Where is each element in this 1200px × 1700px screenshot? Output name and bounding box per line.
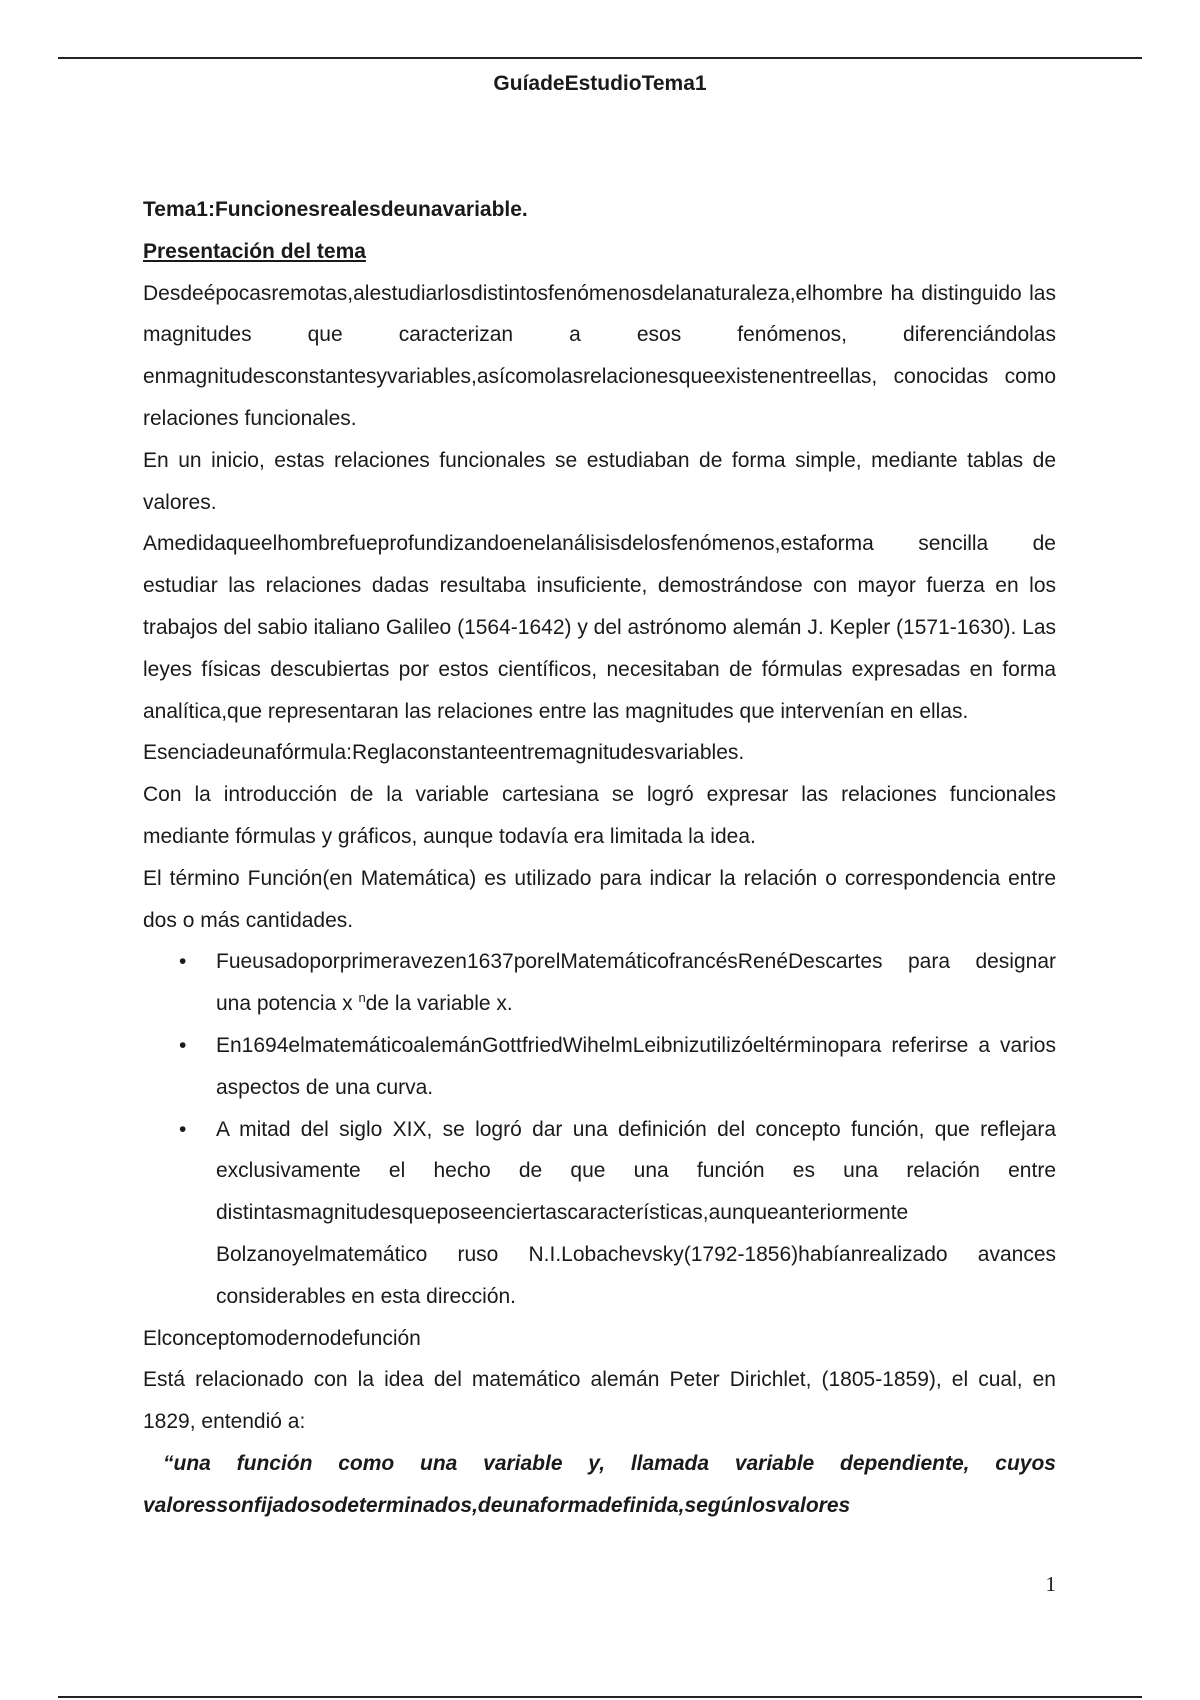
bullet-icon: • — [179, 950, 187, 974]
section-title: Presentación del tema — [143, 239, 366, 263]
paragraph: Con la introducción de la variable cartesiana se logró expresar las relaciones funcionales mediante fórmulas y gráficos, aunque todavía era limitada la idea. — [143, 783, 1056, 848]
document-body — [143, 189, 1056, 1527]
page-number: 1 — [1045, 1572, 1056, 1596]
subheading: Elconceptomodernodefunción — [143, 1326, 421, 1350]
bullet-item — [143, 1025, 1056, 1109]
paragraph: Amedidaqueelhombrefueprofundizandoenelanálisisdelosfenómenos,estaforma sencilla de estudiar las relaciones dadas resultaba insuficiente, demostrándose con mayor fuerza en los trabajos del sabio italiano Galileo (1564-1642) y del astrónomo alemán J. Kepler (1571-1630). Las leyes físicas descubiertas por estos científicos, necesitaban de fórmulas expresadas en forma analítica,que representaran las relaciones entre las magnitudes que intervenían en ellas. — [143, 532, 1056, 723]
paragraph: Esenciadeunafórmula:Reglaconstanteentremagnitudesvariables. — [143, 741, 745, 765]
page-header-title: GuíadeEstudioTema1 — [493, 72, 707, 95]
bullet-icon: • — [179, 1033, 187, 1057]
bullet-icon: • — [179, 1117, 187, 1141]
paragraph: En un inicio, estas relaciones funcionales se estudiaban de forma simple, mediante tablas de valores. — [143, 448, 1056, 514]
bullet-text-cont: de la variable x. — [365, 992, 513, 1016]
bullet-text: En1694elmatemáticoalemánGottfriedWihelmLeibnizutilizóeltérminopara referirse a varios aspectos de una curva. — [216, 1033, 1056, 1099]
paragraph: Desdeépocasremotas,alestudiarlosdistintosfenómenosdelanaturaleza,elhombre ha distinguido las magnitudes que caracterizan a esos fenómenos, diferenciándolas enmagnitudesconstantesyvariables,asícomolasrelacionesqueexistenentreellas, conocidas como relaciones funcionales. — [143, 281, 1056, 430]
bullet-text: A mitad del siglo XIX, se logró dar una definición del concepto función, que reflejara exclusivamente el hecho de que una función es una relación entre distintasmagnitudesqueposeenciertascaracterísticas,aunqueanteriormente Bolzanoyelmatemático ruso N.I.Lobachevsky(1792-1856)habíanrealizado avances considerables en esta dirección. — [216, 1117, 1056, 1308]
paragraph: El término Función(en Matemática) es utilizado para indicar la relación o correspondencia entre dos o más cantidades. — [143, 866, 1056, 932]
history-bullet-list — [143, 941, 1056, 1317]
paragraph: Está relacionado con la idea del matemático alemán Peter Dirichlet, (1805-1859), el cual, en 1829, entendió a: — [143, 1368, 1056, 1434]
topic-title: Tema1:Funcionesrealesdeunavariable. — [143, 198, 528, 221]
footer-rule — [58, 1696, 1142, 1698]
bullet-item — [143, 941, 1056, 1025]
dirichlet-quote: “una función como una variable y, llamada variable dependiente, cuyos valoressonfijadosodeterminados,deunaformadefinida,segúnlosvalores — [143, 1451, 1056, 1517]
bullet-text: Fueusadoporprimeravezen1637porelMatemáticofrancésRenéDescartes para designar una potencia x — [216, 950, 1056, 1016]
header-rule — [58, 57, 1142, 59]
bullet-item — [143, 1109, 1056, 1318]
superscript-n: n — [358, 990, 366, 1006]
